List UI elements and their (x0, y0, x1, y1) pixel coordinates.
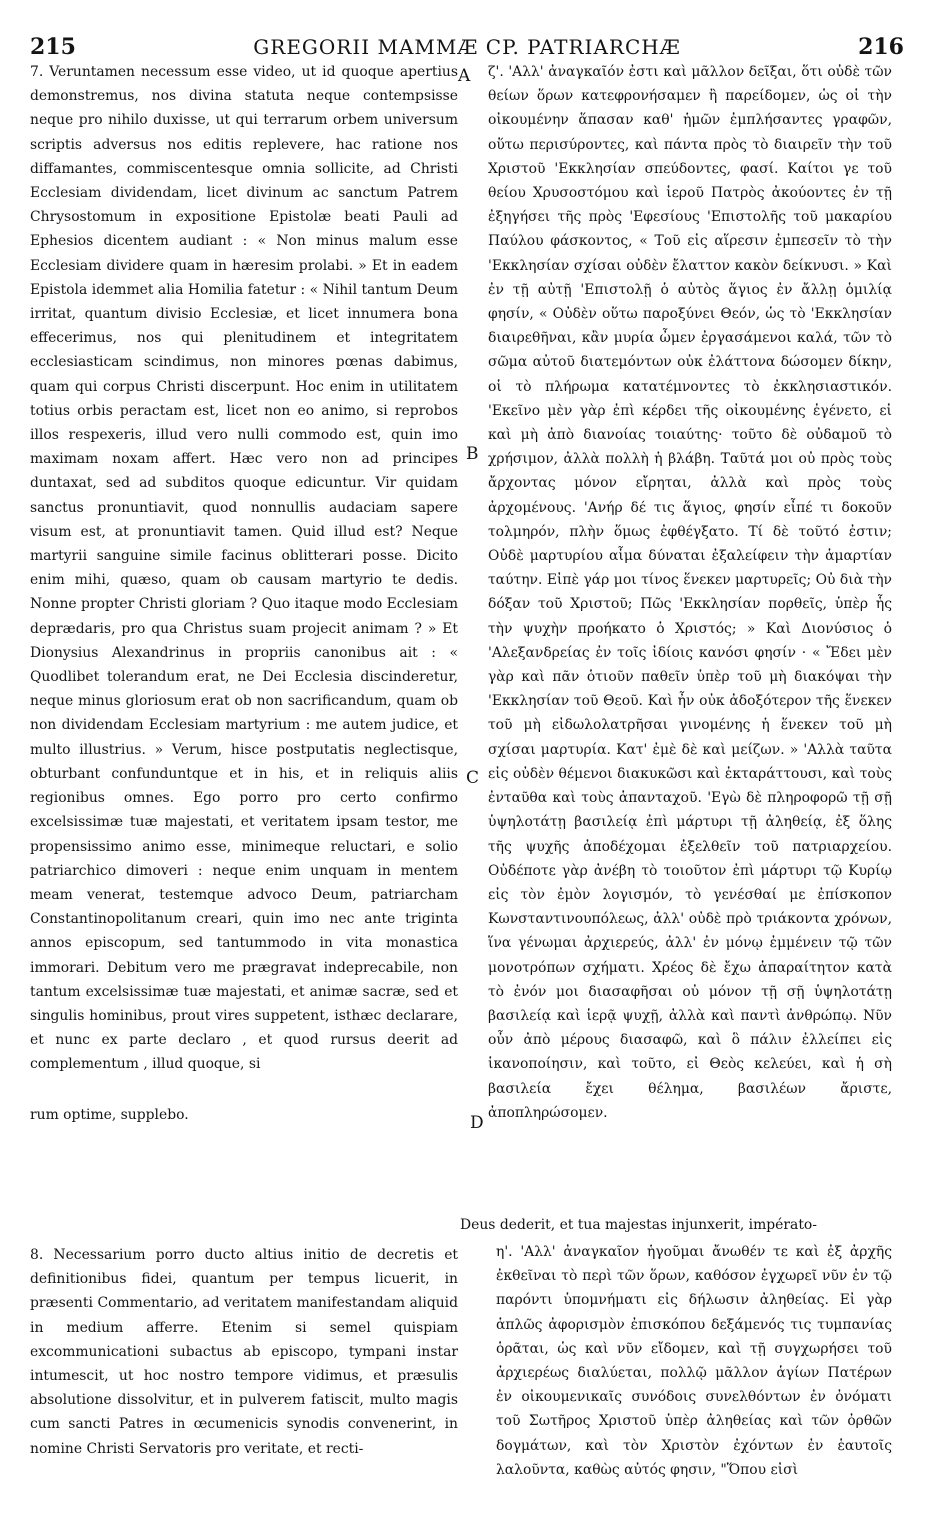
running-title: GREGORII MAMMÆ CP. PATRIARCHÆ (253, 35, 681, 59)
latin-column-top (30, 60, 458, 1127)
margin-letter-b: B (466, 444, 479, 464)
margin-letter-d: D (470, 1113, 484, 1133)
latin-section-8: 8. Necessarium porro ducto altius initio de decretis et definitionibus fidei, quantum per tempus licuerit, in præsenti Commentario, ad veritatem manifestandam aliquid in medium afferre. Etenim si semel quispiam excommunicationi subactus ab episcopo, tympani instar intumescit, ut hoc nostro tempore vidimus, et præsulis absolutione dissolvitur, et in pulverem fatiscit, multo magis cum sancti Patres in œcumenicis synodis convenerint, in nomine Christi Servatoris pro veritate, et recti- (30, 1247, 458, 1457)
latin-column-bottom (30, 1243, 458, 1461)
latin-section-7-end: rum optime, supplebo. (30, 1106, 189, 1123)
greek-column-top (488, 60, 892, 1125)
greek-section-8: η'. 'Αλλ' ἀναγκαῖον ἡγοῦμαι ἄνωθέν τε καὶ ἐξ ἀρχῆς ἐκθεῖναι τὸ περὶ τῶν ὅρων, καθόσον ἐγχωρεῖ νῦν ἐν τῷ παρόντι ὑπομνήματι εἰς δήλωσιν ἀληθείας. Εἰ γὰρ ἁπλῶς ἀφορισμὸν ἐπισκόπου δεξάμενός τις τυμπανίας ὁρᾶται, ὡς καὶ νῦν εἴδομεν, καὶ τῇ συγχωρήσει τοῦ ἀρχιερέως διαλύεται, πολλῷ μᾶλλον ἁγίων Πατέρων ἐν οἰκουμενικαῖς συνόδοις συνελθόντων ἐν ὀνόματι τοῦ Σωτῆρος Χριστοῦ ὑπὲρ ἀληθείας καὶ τῶν ὀρθῶν δογμάτων, καὶ τὸν Χριστὸν ἐχόντων ἐν ἑαυτοῖς λαλοῦντα, καθὼς αὐτός φησιν, "Ὅπου εἰσὶ (496, 1244, 892, 1478)
margin-letter-a: A (458, 66, 471, 86)
page-header (30, 30, 904, 64)
right-page-number: 216 (858, 34, 904, 60)
left-page-number: 215 (30, 34, 76, 60)
latin-section-7: 7. Veruntamen necessum esse video, ut id quoque apertius demonstremus, nos divina statuta neque contempsisse neque pro nihilo duxisse, ut qui terrarum orbem universum scriptis adversus nos editis replevere, hac ratione nos diffamantes, commiscentesque omnia sollicite, ad Christi Ecclesiam dividendam, licet divinum ac sanctum Patrem Chrysostomum in expositione Epistolæ beati Pauli ad Ephesios dicentem audiant : « Non minus malum esse Ecclesiam dividere quam in hæresim prolabi. » Et in eadem Epistola idemmet alia Homilia fatetur : « Nihil tantum Deum irritat, quantum divisio Ecclesiæ, et licet innumera bona effecerimus, nos qui plenitudinem et integritatem ecclesiasticam scindimus, non minores pœnas dabimus, quam qui corpus Christi discerpunt. Hoc enim in utilitatem totius orbis peractam est, licet non eo animo, si reprobos illos respexeris, illud vero nulli commodo est, quin imo maximam noxam affert. Hæc vero non ad principes duntaxat, sed ad subditos quoque edicuntur. Vir quidam sanctus pronuntiavit, quod nonnullis audaciam sapere visum est, at pronuntiavit tamen. Quid illud est? Neque martyrii sanguine simile facinus oblitterari posse. Dicito enim mihi, quæso, quam ob causam martyrio te dedis. Nonne propter Christi gloriam ? Quo itaque modo Ecclesiam deprædaris, pro qua Christus suam projecit animam ? » Et Dionysius Alexandrinus in propriis canonibus ait : « Quodlibet tolerandum erat, ne Dei Ecclesia discinderetur, neque minus gloriosum erat ob non sacrificandum, quam ob non dividendam Ecclesiam martyrium : me autem judice, et multo illustrius. » Verum, hisce postputatis neglectisque, obturbant confunduntque et in his, et in reliquis aliis regionibus omnes. Ego porro pro certo confirmo excelsissimæ tuæ majestati, et veritatem ipsam testor, me propensissimo animo esse, minimeque reluctari, e solio patriarchico dimoveri : neque enim unquam in mentem meam venerat, testemque advoco Deum, patriarcham Constantinopolitanum creari, quin imo nec ante triginta annos episcopum, sed tantummodo in vita monastica immorari. Debitum vero me prægravat indeprecabile, non tantum excelsissimæ tuæ majestati, et animæ sacræ, sed et singulis hominibus, prout vires suppetent, isthæc declarare, et nunc ex parte declaro , et quod rursus deerit ad complementum , illud quoque, si (30, 64, 458, 1073)
greek-section-7: ζ'. 'Αλλ' ἀναγκαῖόν ἐστι καὶ μᾶλλον δεῖξαι, ὅτι οὐδὲ τῶν θείων ὅρων κατεφρονήσαμεν ἢ παρείδομεν, ὡς οἱ τὴν οἰκουμένην ἅπασαν καθ' ἡμῶν ἐμπλήσαντες γραφῶν, οὕτω περισύροντες, καὶ πάντα πρὸς τὸ διαιρεῖν τὴν τοῦ Χριστοῦ 'Εκκλησίαν σπεύδοντες, φασί. Καίτοι γε τοῦ θείου Χρυσοστόμου καὶ ἱεροῦ Πατρὸς ἀκούοντες ἐν τῇ ἐξηγήσει τῆς πρὸς 'Εφεσίους 'Επιστολῆς τοῦ μακαρίου Παύλου φάσκοντος, « Τοῦ εἰς αἵρεσιν ἐμπεσεῖν τὸ τὴν 'Εκκλησίαν σχίσαι οὐδὲν ἔλαττον κακὸν δείκνυσι. » Καὶ ἐν τῇ αὐτῇ 'Επιστολῇ ὁ αὐτὸς ἅγιος ἐν ἄλλῃ ὁμιλίᾳ φησίν, « Οὐδὲν οὕτω παροξύνει Θεόν, ὡς τὸ 'Εκκλησίαν διαιρεθῆναι, κἂν μυρία ὦμεν ἐργασάμενοι καλά, τῶν τὸ σῶμα αὐτοῦ διατεμόντων οὐκ ἐλάττονα δώσομεν δίκην, οἱ τὸ πλήρωμα κατατέμνοντες τὸ ἐκκλησιαστικόν. 'Εκεῖνο μὲν γὰρ ἐπὶ κέρδει τῆς οἰκουμένης ἐγένετο, εἰ καὶ μὴ ἀπὸ διανοίας τοιαύτης· τοῦτο δὲ οὐδαμοῦ τὸ χρήσιμον, ἀλλὰ πολλὴ ἡ βλάβη. Ταῦτά μοι οὐ πρὸς τοὺς ἄρχοντας μόνον εἴρηται, ἀλλὰ καὶ πρὸς τοὺς ἀρχομένους. 'Ανήρ δέ τις ἅγιος, φησίν εἶπέ τι δοκοῦν τολμηρόν, πλὴν ὅμως ἐφθέγξατο. Τί δὲ τοῦτό ἐστιν; Οὐδὲ μαρτυρίου αἷμα δύναται ἐξαλείφειν τὴν ἁμαρτίαν ταύτην. Εἰπὲ γάρ μοι τίνος ἕνεκεν μαρτυρεῖς; Οὐ διὰ τὴν δόξαν τοῦ Χριστοῦ; Πῶς 'Εκκλησίαν πορθεῖς, ὑπὲρ ἧς τὴν ψυχὴν προήκατο ὁ Χριστός; » Καὶ Διονύσιος ὁ 'Αλεξανδρείας ἐν τοῖς ἰδίοις κανόσι φησίν · « Ἔδει μὲν γὰρ καὶ πᾶν ὁτιοῦν παθεῖν ὑπὲρ τοῦ μὴ διακόψαι τὴν 'Εκκλησίαν τοῦ Θεοῦ. Καὶ ἦν οὐκ ἀδοξότερον τῆς ἕνεκεν τοῦ μὴ εἰδωλολατρῆσαι γινομένης ἡ ἕνεκεν τοῦ μὴ σχίσαι μαρτυρία. Κατ' ἐμὲ δὲ καὶ μείζων. » 'Αλλὰ ταῦτα εἰς οὐδὲν θέμενοι διακυκῶσι καὶ ἐκταράττουσι, καὶ τοὺς ἐνταῦθα καὶ τοὺς ἁπανταχοῦ. 'Εγὼ δὲ πληροφορῶ τῇ σῇ ὑψηλοτάτῃ βασιλείᾳ ἐπὶ μάρτυρι τῇ ἀληθείᾳ, ἐξ ὅλης τῆς ψυχῆς ἀποδέχομαι ἐξελθεῖν τοῦ πατριαρχείου. Οὐδέποτε γὰρ ἀνέβη τὸ τοιοῦτον ἐπὶ μάρτυρι τῷ Κυρίῳ εἰς τὸν ἐμὸν λογισμόν, τὸ γενέσθαί με ἐπίσκοπον Κωνσταντινουπόλεως, ἀλλ' οὐδὲ πρὸ τριάκοντα χρόνων, ἵνα γένωμαι ἀρχιερεύς, ἀλλ' ἐν μόνῳ ἐμμένειν τῷ τῶν μονοτρόπων σχήματι. Χρέος δὲ ἔχω ἀπαραίτητον κατὰ τὸ ἐνόν μοι διασαφῆσαι οὐ μόνον τῇ σῇ ὑψηλοτάτῃ βασιλείᾳ καὶ ἱερᾷ ψυχῇ, ἀλλὰ καὶ παντὶ ἀνθρώπῳ. Νῦν οὖν ἀπὸ μέρους διασαφῶ, καὶ ὃ πάλιν ἐλλείπει εἰς ἱκανοποίησιν, καὶ τοῦτο, εἰ Θεὸς κελεύει, καὶ ἡ σὴ βασιλεία ἔχει θέλημα, βασιλέων ἄριστε, ἀποπληρώσομεν. (488, 64, 892, 1121)
greek-column-bottom (496, 1240, 892, 1482)
latin-carryover-line (30, 1217, 902, 1233)
margin-letter-c: C (466, 768, 480, 788)
latin-carryover: Deus dederit, et tua majestas injunxerit, impérato- (460, 1217, 817, 1233)
